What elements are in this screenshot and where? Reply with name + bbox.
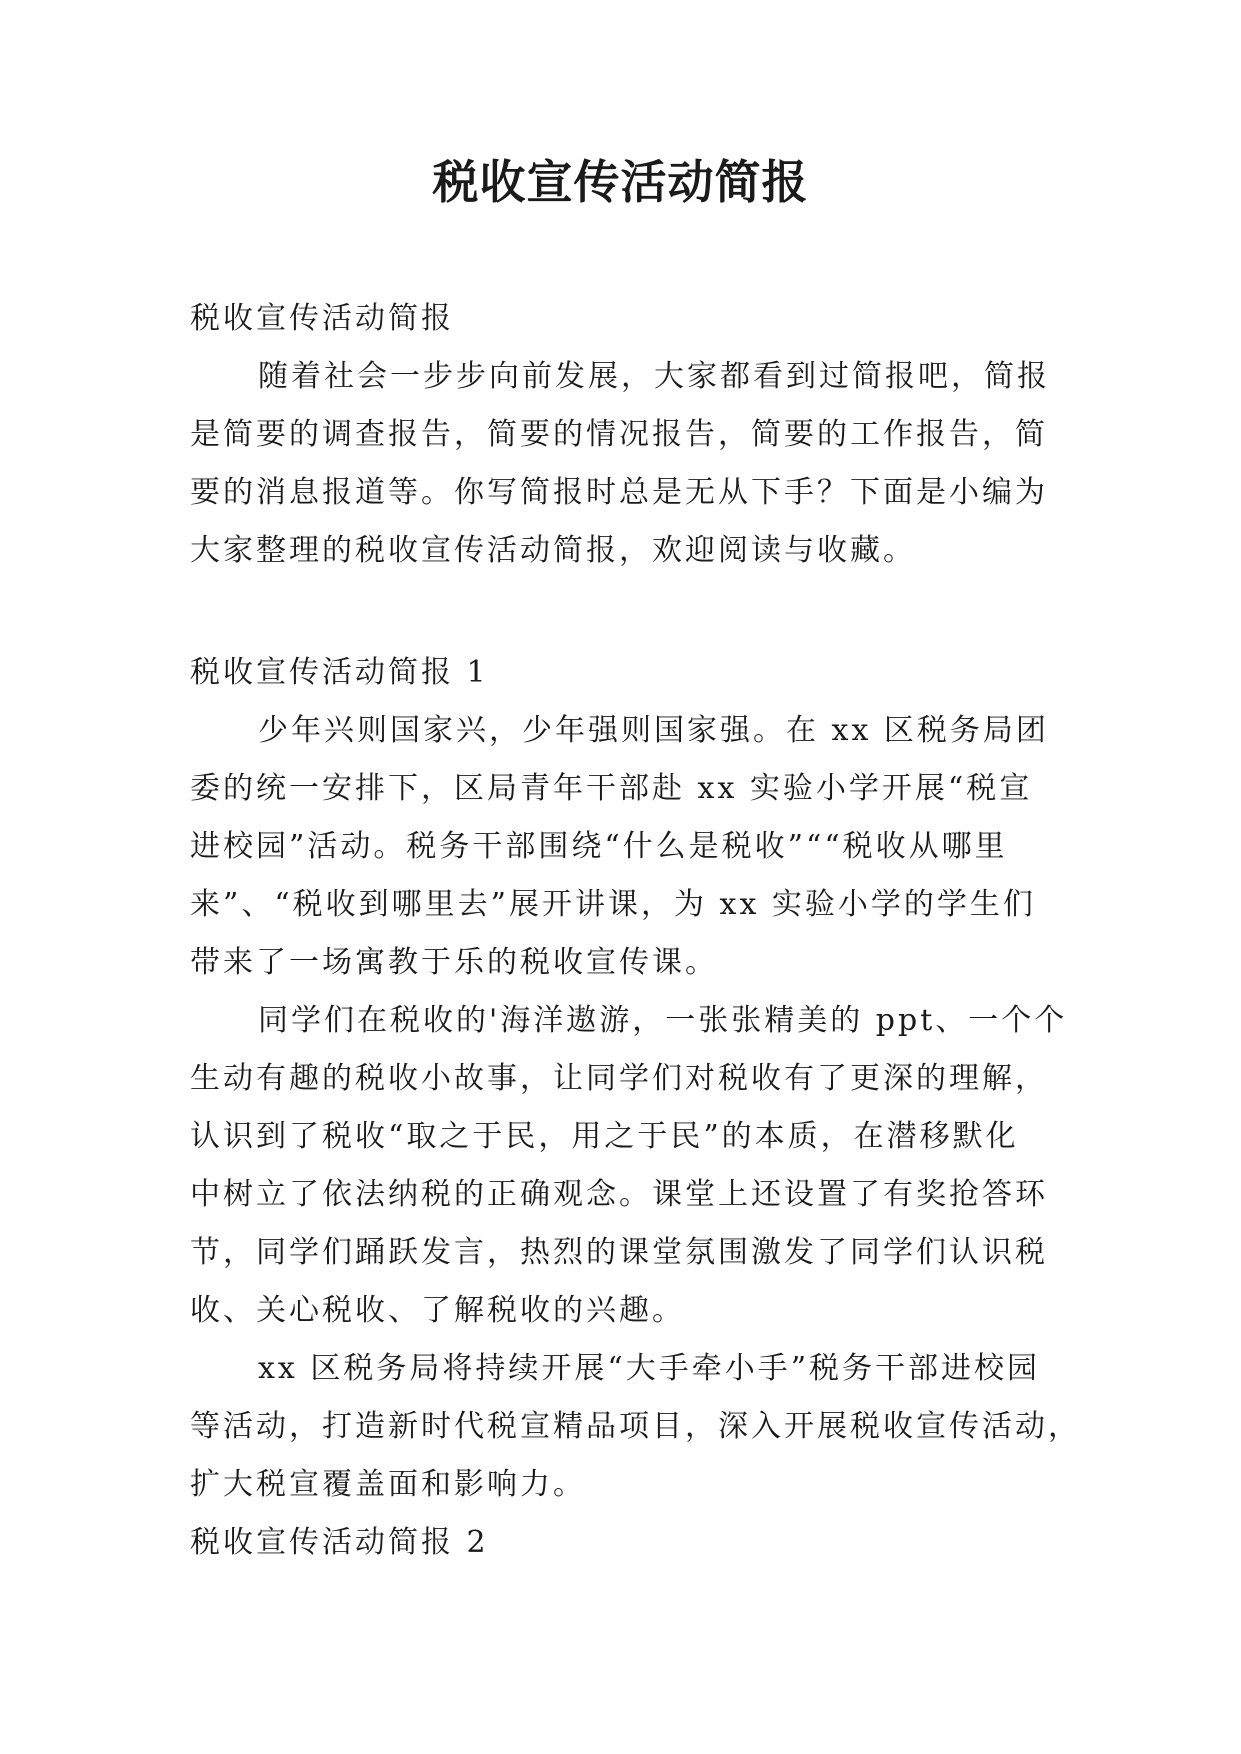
paragraph-line: 等活动，打造新时代税宣精品项目，深入开展税收宣传活动，	[190, 1409, 1081, 1444]
section-spacer	[190, 580, 1052, 644]
paragraph-line: 来”、“税收到哪里去”展开讲课，为 xx 实验小学的学生们	[190, 887, 1036, 922]
paragraph-line: 要的消息报道等。你写简报时总是无从下手？下面是小编为	[190, 475, 1048, 510]
paragraph-line: 大家整理的税收宣传活动简报，欢迎阅读与收藏。	[190, 533, 916, 568]
paragraph-line: 节，同学们踊跃发言，热烈的课堂氛围激发了同学们认识税	[190, 1235, 1048, 1270]
intro-heading: 税收宣传活动简报	[190, 301, 454, 336]
paragraph-line: 收、关心税收、了解税收的兴趣。	[190, 1293, 685, 1328]
paragraph-line: 同学们在税收的'海洋遨游，一张张精美的 ppt、一个个	[258, 1003, 1068, 1038]
section1-paragraph-1	[190, 702, 1052, 992]
section1-paragraph-2	[190, 992, 1068, 1340]
paragraph-line: 进校园”活动。税务干部围绕“什么是税收”““税收从哪里	[190, 829, 1008, 864]
section-heading-2: 税收宣传活动简报 2	[190, 1525, 489, 1560]
paragraph-line: 带来了一场寓教于乐的税收宣传课。	[190, 945, 718, 980]
document-body	[190, 290, 1081, 1572]
paragraph-line: 中树立了依法纳税的正确观念。课堂上还设置了有奖抢答环	[190, 1177, 1048, 1212]
paragraph-line: 认识到了税收“取之于民，用之于民”的本质，在潜移默化	[190, 1119, 1019, 1154]
paragraph-line: 少年兴则国家兴，少年强则国家强。在 xx 区税务局团	[258, 713, 1049, 748]
intro-paragraph	[190, 348, 1052, 580]
paragraph-line: 生动有趣的税收小故事，让同学们对税收有了更深的理解，	[190, 1061, 1048, 1096]
section1-paragraph-3	[190, 1340, 1081, 1514]
paragraph-line: xx 区税务局将持续开展“大手牵小手”税务干部进校园	[258, 1351, 1041, 1386]
paragraph-line: 扩大税宣覆盖面和影响力。	[190, 1467, 586, 1502]
paragraph-line: 随着社会一步步向前发展，大家都看到过简报吧，简报	[258, 359, 1050, 394]
paragraph-line: 是简要的调查报告，简要的情况报告，简要的工作报告，简	[190, 417, 1048, 452]
section-heading-1: 税收宣传活动简报 1	[190, 655, 489, 690]
document-title: 税收宣传活动简报	[432, 155, 809, 209]
paragraph-line: 委的统一安排下，区局青年干部赴 xx 实验小学开展“税宣	[190, 771, 1033, 806]
